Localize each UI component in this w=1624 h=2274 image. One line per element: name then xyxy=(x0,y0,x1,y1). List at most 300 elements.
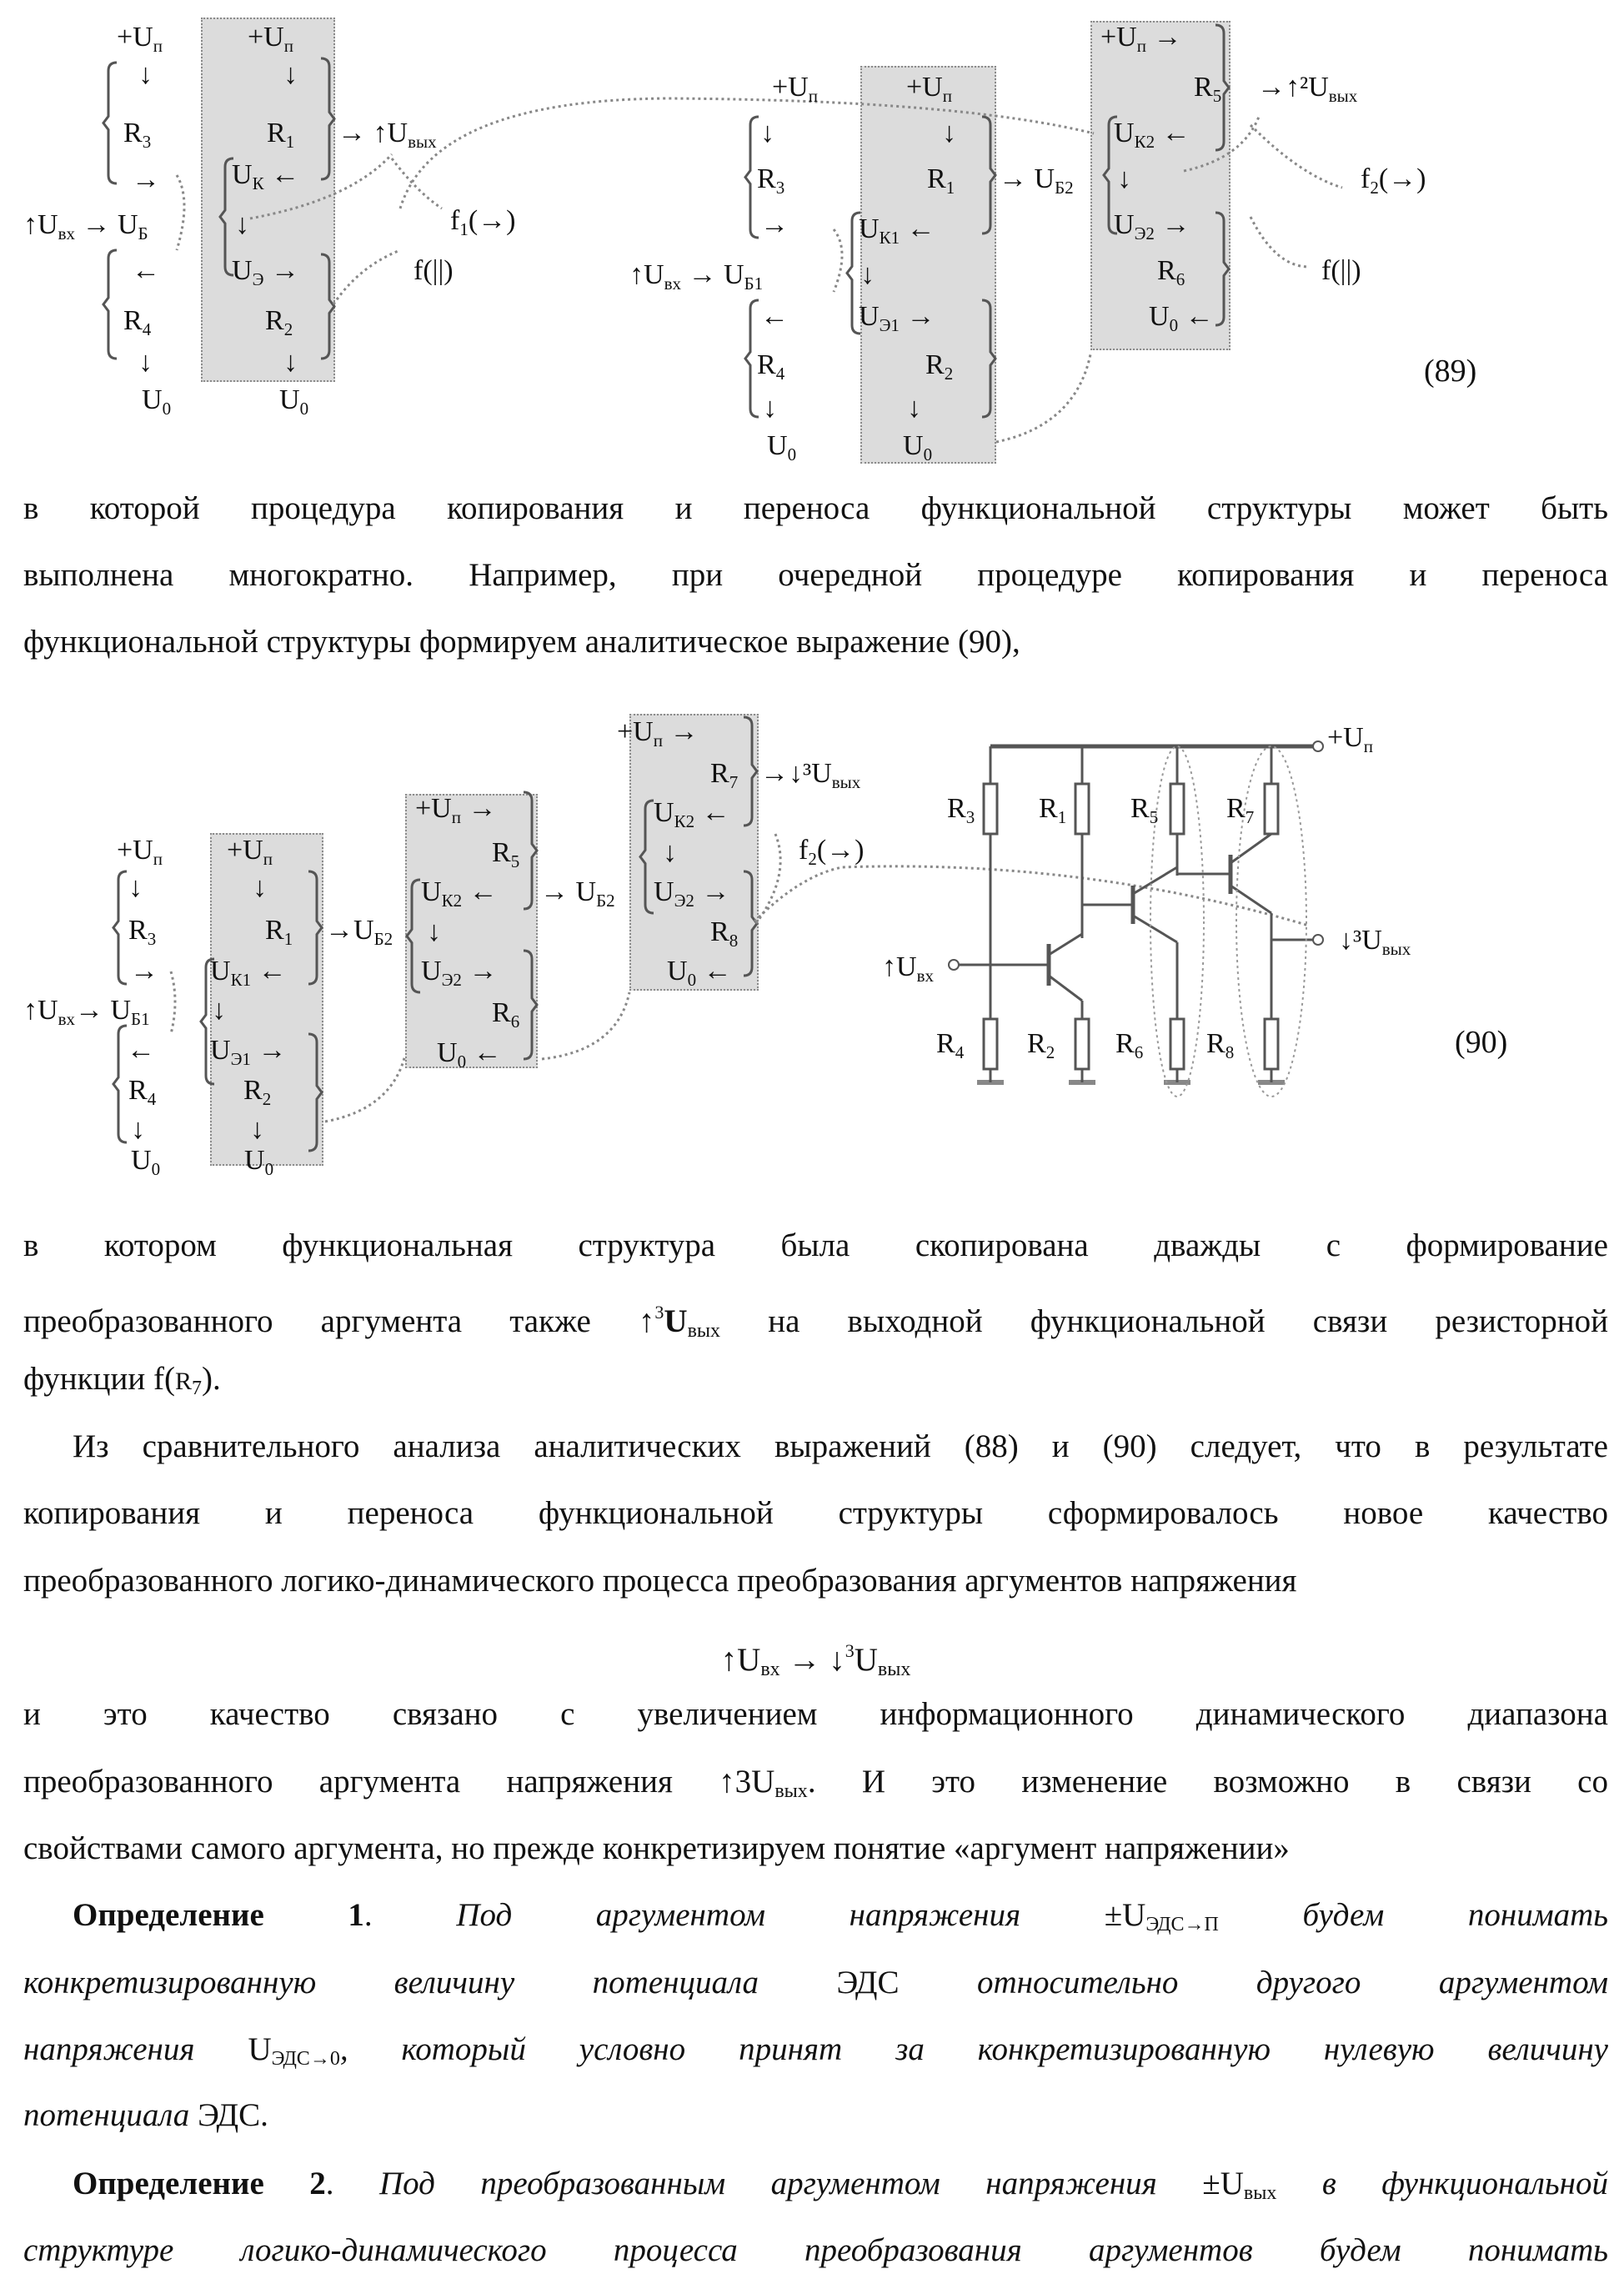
diagram-label xyxy=(210,955,287,996)
label-text: R xyxy=(1206,1028,1226,1059)
label-text: ← xyxy=(462,876,498,907)
diagram-label xyxy=(1114,208,1190,250)
label-text: → xyxy=(1146,22,1182,53)
subscript: вых xyxy=(688,1320,720,1342)
diagram-label xyxy=(757,349,784,390)
label-text: ← xyxy=(696,956,732,986)
diagram-label xyxy=(128,1074,156,1116)
formula-part: → ↓ xyxy=(780,1642,845,1678)
diagram-label xyxy=(279,384,308,425)
label-text: R xyxy=(1115,1028,1135,1059)
label-text: ↑U xyxy=(23,995,58,1026)
label-text: +U xyxy=(415,793,452,824)
diagram-label xyxy=(421,955,497,996)
label-text: +U xyxy=(117,835,153,866)
diagram-label xyxy=(540,876,615,917)
diagram-label xyxy=(906,71,952,113)
label-subscript: 8 xyxy=(729,931,739,951)
text: в функциональной xyxy=(1276,2166,1608,2201)
label-subscript: 1 xyxy=(286,132,295,152)
text: конкретизированную величину потенциала xyxy=(23,1965,759,2000)
label-subscript: Б xyxy=(138,223,148,243)
diagram-label xyxy=(248,21,293,63)
label-subscript: 0 xyxy=(788,444,797,464)
label-subscript: Э2 xyxy=(1135,223,1155,243)
diagram-label xyxy=(117,834,163,876)
label-text: →U xyxy=(325,915,374,946)
text: . xyxy=(326,2166,379,2201)
label-text: U xyxy=(1114,209,1135,240)
label-text: ← xyxy=(264,159,300,190)
label-subscript: Б1 xyxy=(131,1009,150,1029)
label-text: R xyxy=(128,1075,148,1106)
label-subscript: п xyxy=(263,849,273,869)
label-subscript: 0 xyxy=(458,1052,467,1072)
diagram-label xyxy=(1114,117,1190,158)
label-text: R xyxy=(947,793,966,824)
label-text: (90) xyxy=(1455,1025,1507,1060)
superscript: 3 xyxy=(654,1302,664,1323)
label-subscript: Б2 xyxy=(596,891,615,911)
label-subscript: 0 xyxy=(265,1159,274,1179)
text-line: выполнена многократно. Например, при очередной процедуре копирования и переноса xyxy=(23,555,1608,596)
subscript: вых xyxy=(774,1780,807,1802)
label-text: R xyxy=(243,1075,263,1106)
formula-part: ↑U xyxy=(721,1642,761,1678)
definition-2-line: структуре логико-динамического процесса преобразования аргументов будем понимать xyxy=(23,2230,1608,2271)
label-subscript: 2 xyxy=(1370,178,1379,198)
label-subscript: 5 xyxy=(1150,807,1159,827)
diagram-label xyxy=(243,1074,271,1116)
brace-bracket xyxy=(321,254,334,359)
label-text: R xyxy=(927,163,946,194)
diagram-label xyxy=(267,117,294,158)
label-subscript: 4 xyxy=(148,1089,157,1109)
diagram-label xyxy=(131,1144,160,1186)
symbol: ±U xyxy=(1020,1897,1145,1933)
diagram-label xyxy=(667,955,732,996)
diagram-label xyxy=(138,346,153,379)
subscript: вых xyxy=(878,1659,910,1680)
label-text: ↑U xyxy=(629,259,664,290)
text: потенциала xyxy=(23,2097,189,2133)
label-text: U xyxy=(859,301,880,332)
label-subscript: 0 xyxy=(1170,315,1179,335)
formula xyxy=(23,1630,1608,1690)
text-line xyxy=(23,1292,1608,1352)
label-subscript: п xyxy=(284,36,293,56)
label-text: → xyxy=(694,876,730,907)
diagram-label xyxy=(212,994,226,1027)
diagram-label xyxy=(244,1144,273,1186)
diagram-label xyxy=(421,876,498,917)
text: преобразованного аргумента напряжения ↑3U xyxy=(23,1764,774,1800)
brace-bracket xyxy=(103,63,117,183)
diagram-label xyxy=(123,304,151,346)
diagram-label xyxy=(760,300,789,334)
label-text: +U xyxy=(248,22,284,53)
label-subscript: 1 xyxy=(459,219,469,239)
label-text: R xyxy=(757,349,776,380)
text: Под аргументом напряжения xyxy=(456,1897,1020,1933)
label-text: f xyxy=(450,205,459,236)
text: ЭДС. xyxy=(189,2097,268,2133)
diagram-label xyxy=(127,1034,155,1067)
diagram-label xyxy=(799,834,864,876)
text-line: свойствами самого аргумента, но прежде конкретизируем понятие «аргумент напряжении» xyxy=(23,1828,1608,1870)
subscript: ЭДС→П xyxy=(1145,1914,1219,1935)
label-text: ↓ xyxy=(283,347,298,378)
diagram-label xyxy=(227,834,273,876)
diagram-label xyxy=(1117,163,1131,196)
label-text: → U xyxy=(999,163,1055,194)
label-text: +U xyxy=(1327,722,1364,753)
label-text: U xyxy=(903,430,924,461)
diagram-label xyxy=(1027,1027,1055,1069)
diagram-label xyxy=(265,914,293,956)
label-text: R xyxy=(492,997,511,1028)
text-line: преобразованного логико-динамического процесса преобразования аргументов напряжения xyxy=(23,1560,1608,1602)
diagram-label xyxy=(283,346,298,379)
text-line xyxy=(23,1358,1608,1409)
diagram-label xyxy=(130,955,158,988)
label-text: ↓³U xyxy=(1339,925,1382,956)
text: преобразованного аргумента также ↑ xyxy=(23,1303,654,1339)
label-text: ↓ xyxy=(283,59,298,90)
label-text: → U xyxy=(540,876,596,907)
label-text: U xyxy=(859,213,880,244)
text: , который условно принят за конкретизированную нулевую величину xyxy=(340,2031,1608,2067)
text: относительно другого аргументом xyxy=(977,1965,1608,2000)
diagram-label xyxy=(663,836,677,870)
label-text: R xyxy=(1027,1028,1046,1059)
label-text: → xyxy=(130,956,158,986)
diagram-label xyxy=(925,349,953,390)
diagram-label xyxy=(763,392,777,425)
diagram-label xyxy=(710,916,738,957)
label-text: U xyxy=(654,797,674,828)
diagram-label xyxy=(860,259,875,292)
label-text: ↑U xyxy=(23,209,58,240)
diagram-label xyxy=(757,163,784,204)
label-text: → xyxy=(251,1035,287,1066)
diagram-label xyxy=(427,916,441,949)
diagram-label xyxy=(415,792,496,834)
label-subscript: вых xyxy=(1382,939,1411,959)
label-text: ↓ xyxy=(663,837,677,868)
brace-bracket xyxy=(982,117,995,233)
label-subscript: Б2 xyxy=(374,929,393,949)
diagram-label xyxy=(450,204,515,246)
definition-1-line xyxy=(23,2029,1608,2080)
label-subscript: вых xyxy=(408,132,437,152)
diagram-label xyxy=(210,1034,286,1076)
label-text: R xyxy=(757,163,776,194)
label-subscript: 2 xyxy=(284,319,293,339)
diagram-label xyxy=(492,996,519,1038)
text-line: копирования и переноса функциональной структуры сформировалось новое качество xyxy=(23,1493,1608,1534)
label-subscript: п xyxy=(1364,736,1373,756)
definition-1-line xyxy=(73,1895,1608,1945)
diagram-label xyxy=(654,876,729,917)
label-text: U xyxy=(654,876,674,907)
diagram-label xyxy=(23,994,150,1036)
brace-bracket xyxy=(640,801,654,913)
brace-bracket xyxy=(308,871,322,984)
label-subscript: Э2 xyxy=(442,970,462,990)
brace-bracket xyxy=(113,1026,127,1142)
diagram-label xyxy=(942,117,956,150)
label-subscript: К1 xyxy=(880,228,900,248)
label-subscript: 6 xyxy=(1135,1042,1144,1062)
dotted-links xyxy=(171,98,1342,1122)
diagram-label xyxy=(232,254,299,296)
label-text: U xyxy=(421,956,442,986)
diagram-label xyxy=(414,254,454,288)
label-subscript: Э2 xyxy=(674,891,694,911)
label-text: R xyxy=(710,758,729,789)
diagram-label xyxy=(1327,721,1373,763)
label-text: +U xyxy=(117,22,153,53)
diagram-label xyxy=(1339,924,1411,966)
label-subscript: 3 xyxy=(143,132,152,152)
label-text: ↓ xyxy=(1117,163,1131,194)
label-text: ↓ xyxy=(212,995,226,1026)
text: . И это изменение возможно в связи со xyxy=(808,1764,1608,1800)
label-subscript: п xyxy=(153,849,163,869)
formula-part: U xyxy=(855,1642,878,1678)
label-subscript: п xyxy=(654,730,663,750)
diagram-label xyxy=(617,715,698,757)
diagram-label xyxy=(859,213,935,254)
label-subscript: К1 xyxy=(231,970,252,990)
label-subscript: 5 xyxy=(511,851,520,871)
text-line: Из сравнительного анализа аналитических выражений (88) и (90) следует, что в результате xyxy=(73,1426,1608,1468)
diagram-label xyxy=(710,757,738,799)
label-text: → U xyxy=(681,259,744,290)
label-subscript: вх xyxy=(58,223,75,243)
text: функции f( xyxy=(23,1361,175,1397)
label-text: → xyxy=(1155,209,1190,240)
definition-term: Определение 2 xyxy=(73,2166,326,2201)
label-subscript: 4 xyxy=(776,364,785,384)
label-text: R xyxy=(128,915,148,946)
label-text: ↓ xyxy=(763,393,777,424)
brace-bracket xyxy=(113,871,127,984)
label-subscript: 6 xyxy=(1176,269,1185,289)
label-subscript: Э xyxy=(253,269,264,289)
label-subscript: 3 xyxy=(966,807,975,827)
label-text: U xyxy=(210,1035,231,1066)
label-text: → xyxy=(663,716,699,747)
label-text: ↓ xyxy=(860,259,875,290)
diagram-label xyxy=(1039,792,1066,834)
label-text: R xyxy=(1039,793,1058,824)
label-subscript: вых xyxy=(832,772,861,792)
text-line: в которой процедура копирования и переноса функциональной структуры может быть xyxy=(23,488,1608,530)
label-subscript: К2 xyxy=(442,891,463,911)
label-text: ← xyxy=(127,1035,155,1066)
label-text: → xyxy=(132,164,160,195)
text-line xyxy=(23,1761,1608,1812)
label-subscript: 4 xyxy=(955,1042,965,1062)
diagram-label xyxy=(1257,71,1357,113)
brace-bracket xyxy=(982,300,995,417)
diagram-label xyxy=(936,1027,964,1069)
label-subscript: 0 xyxy=(924,444,933,464)
label-text: R xyxy=(265,305,284,336)
label-text: ↓ xyxy=(760,118,774,148)
label-text: R xyxy=(936,1028,955,1059)
label-text: ↓ xyxy=(131,1114,145,1145)
diagram-label xyxy=(253,871,267,905)
label-text: → xyxy=(461,793,497,824)
diagram-label xyxy=(325,914,393,956)
label-subscript: 1 xyxy=(946,178,955,198)
label-text: U xyxy=(232,255,253,286)
label-text: (→) xyxy=(817,835,865,866)
diagram-label xyxy=(629,259,763,300)
superscript: 3 xyxy=(845,1640,855,1661)
label-subscript: 1 xyxy=(1058,807,1067,827)
label-subscript: 7 xyxy=(1246,807,1255,827)
label-text: ← xyxy=(1178,301,1214,332)
label-text: +U xyxy=(1100,22,1137,53)
diagram-label xyxy=(859,300,935,342)
label-text: ← xyxy=(760,301,789,332)
label-subscript: п xyxy=(153,36,163,56)
diagram-label xyxy=(882,951,934,992)
label-text: ↑U xyxy=(882,951,917,982)
label-text: → ↑U xyxy=(338,118,408,148)
label-subscript: вых xyxy=(1329,86,1358,106)
label-text: U xyxy=(279,384,300,415)
label-text: U xyxy=(142,384,163,415)
label-subscript: Б1 xyxy=(744,274,764,294)
label-subscript: 5 xyxy=(1213,86,1222,106)
label-text: → xyxy=(900,301,935,332)
label-subscript: 0 xyxy=(163,399,172,419)
diagram-label xyxy=(1194,71,1221,113)
diagram-label xyxy=(760,208,789,242)
label-text: U xyxy=(1114,118,1135,148)
label-subscript: Э1 xyxy=(880,315,900,335)
diagram-label xyxy=(132,163,160,197)
label-text: ↓ xyxy=(253,872,267,903)
diagram-label xyxy=(1130,792,1158,834)
label-text: R xyxy=(1157,255,1176,286)
label-text: f(||) xyxy=(1321,255,1361,286)
label-text: →↑²U xyxy=(1257,72,1329,103)
label-text: U xyxy=(1149,301,1170,332)
label-text: f xyxy=(1361,163,1370,194)
label-text: → xyxy=(263,255,299,286)
text: на выходной функциональной связи резисторной xyxy=(720,1303,1608,1339)
text: . xyxy=(364,1897,456,1933)
diagram-label xyxy=(132,254,160,288)
label-text: U xyxy=(131,1145,152,1176)
brace-bracket xyxy=(744,717,757,826)
symbol: ±U xyxy=(1202,2166,1244,2201)
label-text: R xyxy=(267,118,286,148)
label-text: ← xyxy=(694,797,730,828)
diagram-label xyxy=(907,392,921,425)
label-subscript: 7 xyxy=(729,772,739,792)
symbol: R xyxy=(175,1368,192,1395)
text: Под преобразованным аргументом напряжения xyxy=(379,2166,1202,2201)
diagram-label xyxy=(283,58,298,92)
label-text: ↓ xyxy=(235,209,249,240)
brace-bracket xyxy=(1215,213,1229,325)
label-text: R xyxy=(925,349,945,380)
label-subscript: 0 xyxy=(152,1159,161,1179)
label-text: (→) xyxy=(469,205,516,236)
label-text: R xyxy=(123,305,143,336)
diagram-label xyxy=(23,208,148,250)
diagram-label xyxy=(654,796,730,838)
label-subscript: 2 xyxy=(1046,1042,1055,1062)
equation-number xyxy=(1424,354,1476,388)
label-subscript: п xyxy=(809,86,818,106)
label-subscript: вх xyxy=(917,966,934,986)
diagram-label xyxy=(131,1113,145,1147)
label-text: +U xyxy=(227,835,263,866)
label-text: +U xyxy=(906,72,943,103)
label-text: ↓ xyxy=(138,347,153,378)
label-text: U xyxy=(667,956,688,986)
label-text: U xyxy=(767,430,788,461)
brace-bracket xyxy=(103,250,117,359)
label-text: U xyxy=(244,1145,265,1176)
label-subscript: 3 xyxy=(776,178,785,198)
diagram-label xyxy=(138,58,153,92)
text: ). xyxy=(202,1361,221,1397)
label-text: +U xyxy=(772,72,809,103)
diagram-label xyxy=(117,21,163,63)
label-text: ↓ xyxy=(427,916,441,947)
label-text: ↓ xyxy=(942,118,956,148)
diagram-label xyxy=(142,384,171,425)
text: ЭДС xyxy=(759,1965,977,2000)
symbol: U xyxy=(248,2031,271,2067)
diagram-label xyxy=(492,836,519,878)
diagram-label xyxy=(1226,792,1254,834)
label-text: → xyxy=(462,956,498,986)
label-subscript: К xyxy=(253,173,264,193)
brace-bracket xyxy=(321,58,334,179)
diagram-label xyxy=(1206,1027,1234,1069)
definition-1-line xyxy=(23,1962,1608,2004)
label-subscript: Э1 xyxy=(231,1049,251,1069)
label-text: ← xyxy=(132,255,160,286)
subscript: ЭДС→0 xyxy=(272,2048,340,2070)
definition-term: Определение 1 xyxy=(73,1897,364,1933)
label-subscript: п xyxy=(452,807,461,827)
diagram-label xyxy=(235,208,249,242)
definition-1-line xyxy=(23,2095,1608,2136)
label-subscript: К2 xyxy=(1135,132,1155,152)
diagram-label xyxy=(250,1113,264,1147)
brace-bracket xyxy=(744,871,757,976)
text-line: в котором функциональная структура была скопирована дважды с формирование xyxy=(23,1225,1608,1267)
diagram-label xyxy=(123,117,151,158)
label-text: ← xyxy=(1155,118,1190,148)
label-text: R xyxy=(710,916,729,947)
label-subscript: К2 xyxy=(674,811,695,831)
label-text: (→) xyxy=(1379,163,1426,194)
brace-bracket xyxy=(308,1034,322,1151)
label-subscript: 6 xyxy=(511,1012,520,1032)
